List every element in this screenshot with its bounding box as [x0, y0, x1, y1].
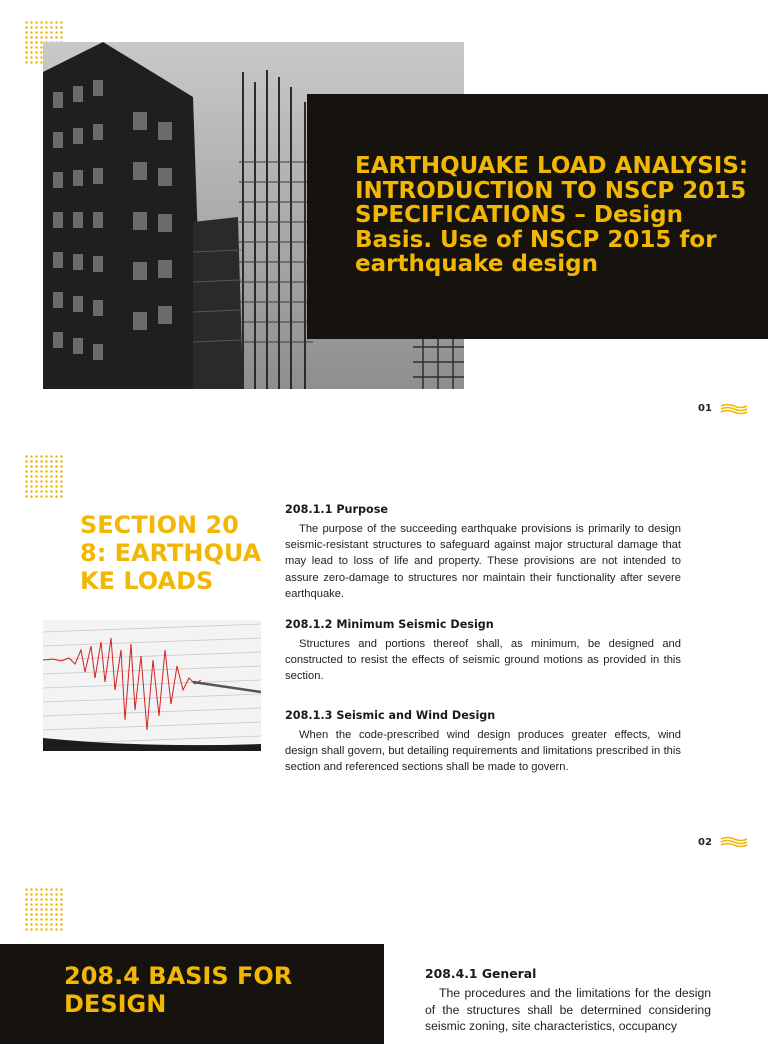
section-title: SECTION 208: EARTHQUAKE LOADS — [80, 511, 262, 595]
article-purpose — [285, 503, 681, 602]
wave-logo-icon — [720, 836, 748, 848]
article-body: Structures and portions thereof shall, as minimum, be designed and constructed to resist the effects of seismic ground motions as provided in this section. — [285, 638, 681, 683]
dot-grid-decoration — [24, 887, 64, 931]
article-body: When the code-prescribed wind design produces greater effects, wind design shall govern, but detailing requirements and limitations prescribed in this section and referenced sections shall be made to govern. — [285, 729, 681, 774]
article-heading: 208.1.1 Purpose — [285, 503, 388, 516]
document-title: EARTHQUAKE LOAD ANALYSIS: INTRODUCTION TO NSCP 2015 SPECIFICATIONS – Design Basis. Use of NSCP 2015 for earthquake design — [355, 153, 749, 278]
section-banner — [0, 944, 384, 1044]
basis-for-design-page — [0, 865, 768, 1034]
article-heading: 208.1.3 Seismic and Wind Design — [285, 709, 496, 722]
article-seismic-wind-design — [285, 709, 681, 776]
wave-logo-icon — [720, 403, 748, 415]
page-number: 02 — [698, 837, 712, 848]
section-208-page — [0, 433, 768, 865]
seismograph-photo — [43, 620, 261, 751]
dot-grid-decoration — [24, 454, 64, 498]
article-heading: 208.1.2 Minimum Seismic Design — [285, 618, 494, 631]
article-body: The procedures and the limitations for the design of the structures shall be determined considering seismic zoning, site characteristics, occupancy — [425, 986, 711, 1034]
cover-page — [0, 0, 768, 433]
article-minimum-seismic-design — [285, 618, 681, 685]
title-banner — [307, 94, 768, 339]
article-heading: 208.4.1 General — [425, 966, 537, 981]
article-body: The purpose of the succeeding earthquake provisions is primarily to design seismic-resistant structures to safeguard against major structural damage that may lead to loss of life and property. These provisions are not intended to assure zero-damage to structures nor maintain their functionality after severe earthquake. — [285, 523, 681, 600]
section-title: 208.4 BASIS FOR DESIGN — [64, 962, 293, 1018]
article-general — [425, 967, 711, 1035]
page-number: 01 — [698, 403, 712, 414]
